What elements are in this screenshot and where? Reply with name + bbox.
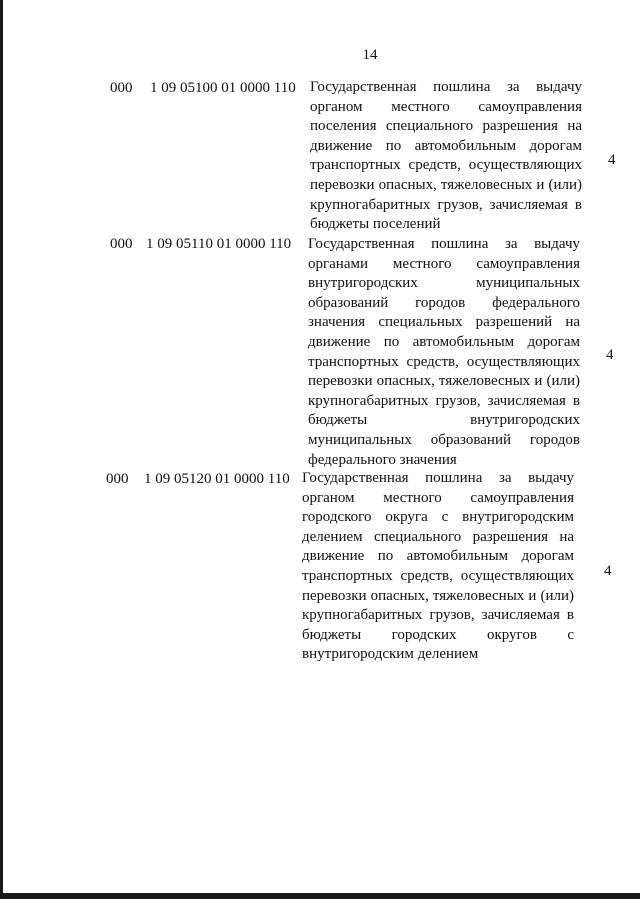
income-description: Государственная пошлина за выдачу органом местного самоуправления поселения специального разрешения на движение по автомобильным дорогам транспортных средств, осуществляющих перевозки опасных, тяжеловесных и (или) крупногабаритных грузов, зачисляемая в бюджеты поселений xyxy=(310,79,582,233)
admin-code: 000 xyxy=(110,80,133,96)
standard-value: 4 xyxy=(606,347,614,363)
income-description: Государственная пошлина за выдачу органом местного самоуправления городского округа с внутригородским делением специального разрешения на движение по автомобильным дорогам транспортных средств, осуществляющих перевозки опасных, тяжеловесных и (или) крупногабаритных грузов, зачисляемая в бюджеты городских округов с внутригородским делением xyxy=(302,470,574,663)
scan-edge-left xyxy=(0,0,3,899)
kbk-code: 1 09 05120 01 0000 110 xyxy=(144,471,290,487)
standard-value: 4 xyxy=(608,152,616,168)
kbk-code: 1 09 05110 01 0000 110 xyxy=(146,236,292,252)
admin-code: 000 xyxy=(106,471,129,487)
income-description: Государственная пошлина за выдачу органами местного самоуправления внутригородских муниципальных образований городов федерального значения специальных разрешений на движение по автомобильным дорогам транспортных средств, осуществляющих перевозки опасных, тяжеловесных и (или) крупногабаритных грузов, зачисляемая в бюджеты внутригородских муниципальных образований городов федерального значения xyxy=(308,236,580,468)
admin-code: 000 xyxy=(110,236,133,252)
standard-value: 4 xyxy=(604,563,612,579)
kbk-code: 1 09 05100 01 0000 110 xyxy=(150,80,296,96)
scan-edge-bottom xyxy=(0,893,640,899)
page-number: 14 xyxy=(362,47,378,63)
